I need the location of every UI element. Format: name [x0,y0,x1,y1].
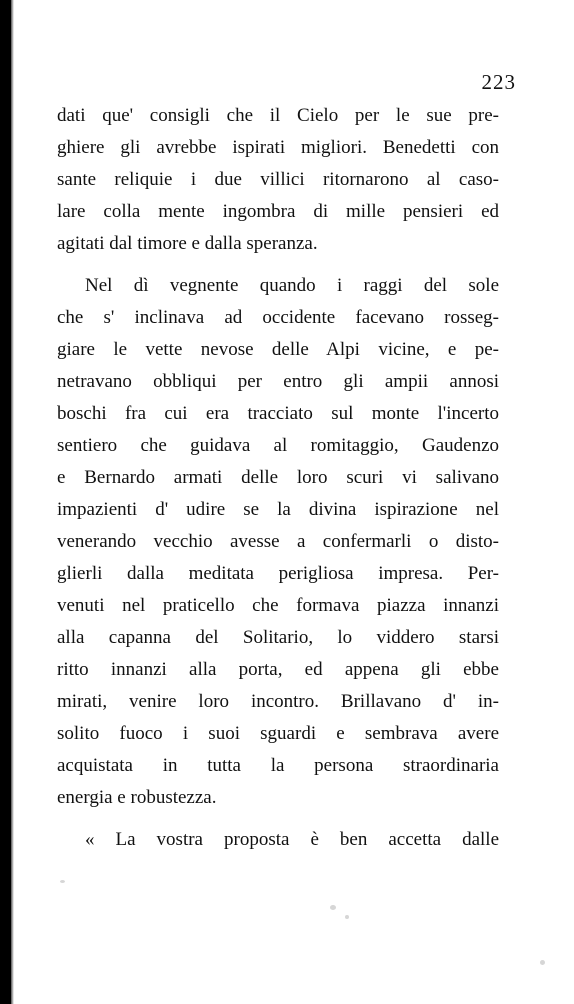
text-line: Nel dì vegnente quando i raggi del sole [85,275,499,296]
text-line: « La vostra proposta è ben accetta dalle [85,829,499,850]
page-spine-shadow [0,0,11,1004]
text-line: che s' inclinava ad occidente facevano rosseg- [57,307,499,328]
text-line: agitati dal timore e dalla speranza. [57,233,318,254]
text-line: giare le vette nevose delle Alpi vicine, e pe- [57,339,499,360]
scan-speck [60,880,65,883]
scan-speck [345,915,349,919]
text-line: sante reliquie i due villici ritornarono al caso- [57,169,499,190]
text-line: energia e robustezza. [57,787,217,808]
text-line: boschi fra cui era tracciato sul monte l'incerto [57,403,499,424]
text-line: glierli dalla meditata perigliosa impresa. Per- [57,563,499,584]
page-edge-gradient [11,0,14,1004]
text-line: mirati, venire loro incontro. Brillavano d' in- [57,691,499,712]
text-line: venuti nel praticello che formava piazza innanzi [57,595,499,616]
text-line: alla capanna del Solitario, lo viddero starsi [57,627,499,648]
text-line: sentiero che guidava al romitaggio, Gaudenzo [57,435,499,456]
text-line: impazienti d' udire se la divina ispirazione nel [57,499,499,520]
paragraph-gap [57,260,499,270]
text-line: solito fuoco i suoi sguardi e sembrava avere [57,723,499,744]
text-line: lare colla mente ingombra di mille pensieri ed [57,201,499,222]
scan-speck [540,960,545,965]
text-line: e Bernardo armati delle loro scuri vi salivano [57,467,499,488]
body-text [57,100,499,856]
scan-speck [330,905,336,910]
text-line: venerando vecchio avesse a confermarli o disto- [57,531,499,552]
text-line: netravano obbliqui per entro gli ampii annosi [57,371,499,392]
text-line: dati que' consigli che il Cielo per le sue pre- [57,105,499,126]
text-line: acquistata in tutta la persona straordinaria [57,755,499,776]
page-number: 223 [481,70,516,94]
text-line: ghiere gli avrebbe ispirati migliori. Benedetti con [57,137,499,158]
text-line: ritto innanzi alla porta, ed appena gli ebbe [57,659,499,680]
paragraph-gap [57,814,499,824]
